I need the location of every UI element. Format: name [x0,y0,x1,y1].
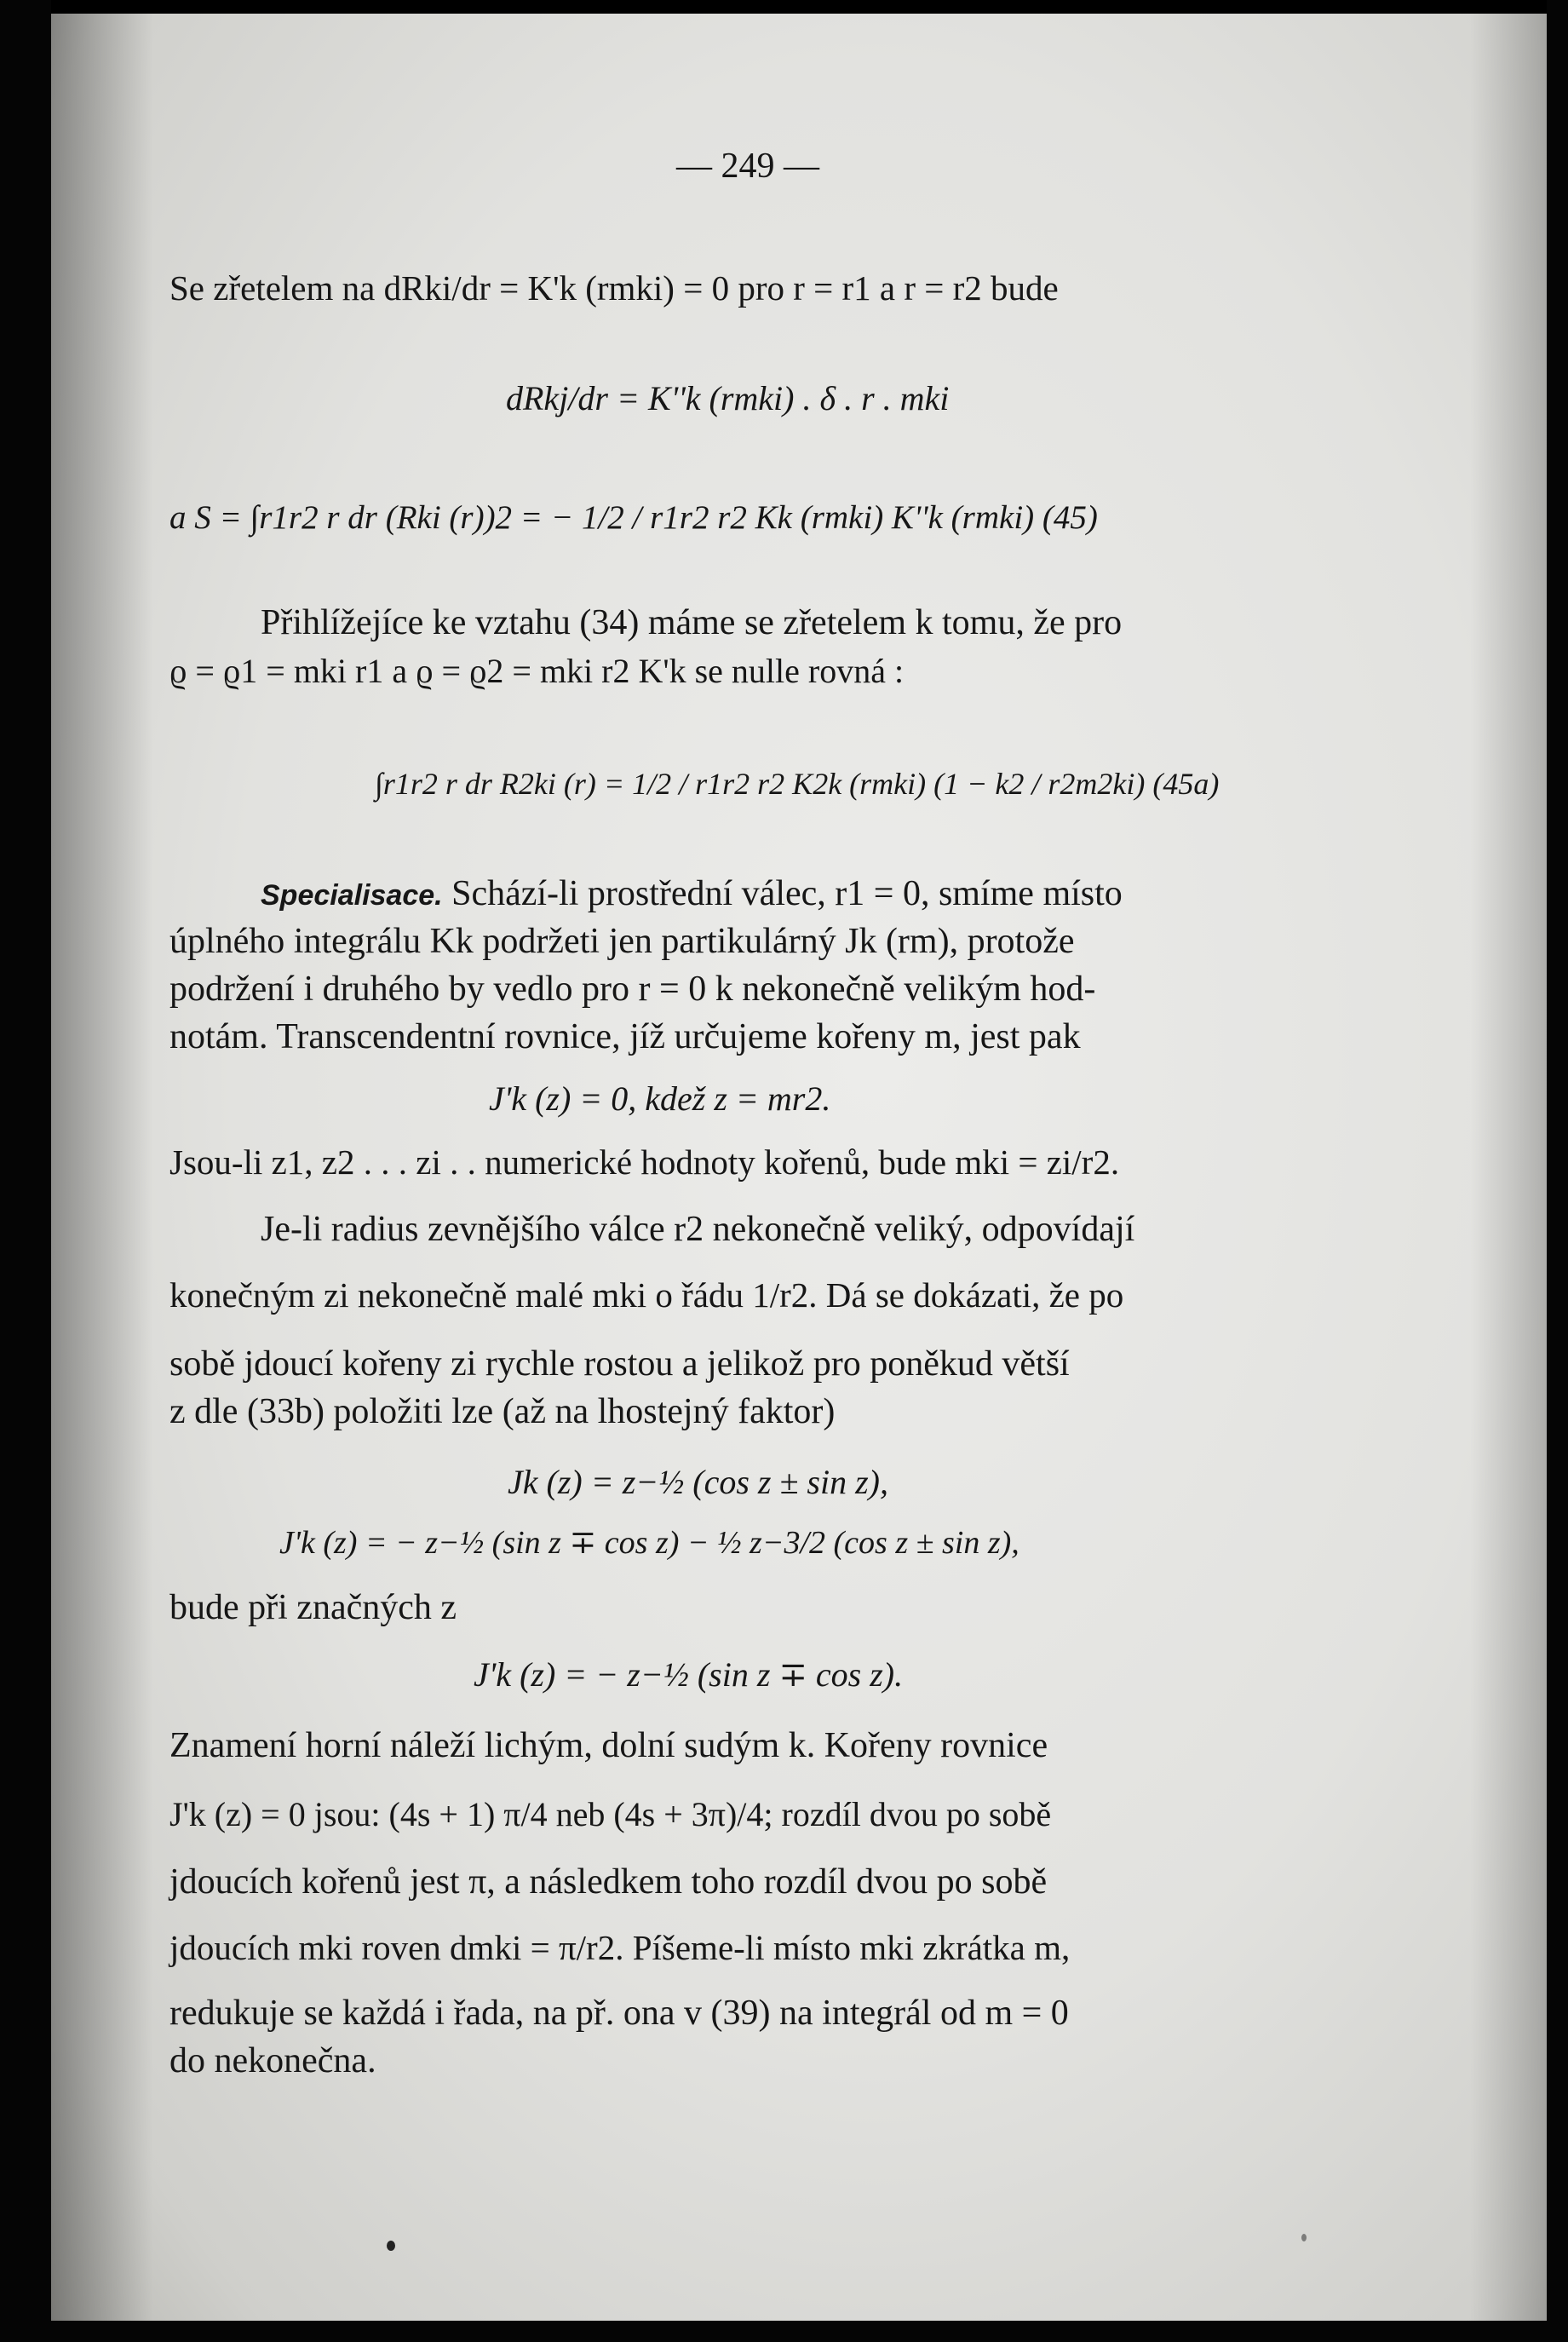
text-line-5: úplného integrálu Kk podržeti jen partikulárný Jk (rm), protože [169,922,1075,961]
text-line-7: notám. Transcendentní rovnice, jíž určujeme kořeny m, jest pak [169,1017,1081,1056]
equation-root-condition: J'k (z) = 0, kdež z = mr2. [489,1079,831,1118]
text-line-13: bude při značných z [169,1588,457,1627]
equation-45: a S = ∫r1r2 r dr (Rki (r))2 = − 1/2 / r1r2 r2 Kk (rmki) K''k (rmki) (45) [169,499,1098,536]
text-line-8: Jsou-li z1, z2 . . . zi . . numerické hodnoty kořenů, bude mki = zi/r2. [169,1142,1120,1182]
equation-derivative: dRkj/dr = K''k (rmki) . δ . r . mki [506,379,950,417]
scan-bottom-border [0,2321,1568,2342]
section-label-specialisace: Specialisace. [261,879,443,912]
text-line-12: z dle (33b) položiti lze (až na lhostejný faktor) [169,1392,836,1431]
equation-Jk-prime: J'k (z) = − z−½ (sin z ∓ cos z) − ½ z−3/2 (cos z ± sin z), [279,1525,1019,1561]
text-line-10: konečným zi nekonečně malé mki o řádu 1/r2. Dá se dokázati, že po [169,1275,1124,1315]
text-line-17: jdoucích mki roven dmki = π/r2. Píšeme-li místo mki zkrátka m, [169,1928,1071,1967]
equation-Jk: Jk (z) = z−½ (cos z ± sin z), [508,1463,888,1501]
text-line-16: jdoucích kořenů jest π, a následkem toho rozdíl dvou po sobě [169,1862,1048,1902]
text-line-11: sobě jdoucí kořeny zi rychle rostou a jelikož pro poněkud větší [169,1344,1070,1384]
text-line-14: Znamení horní náleží lichým, dolní sudým k. Kořeny rovnice [169,1726,1048,1765]
equation-45a: ∫r1r2 r dr R2ki (r) = 1/2 / r1r2 r2 K2k (rmki) (1 − k2 / r2m2ki) (45a) [375,767,1220,801]
book-page [51,14,1547,2321]
text-line-19: do nekonečna. [169,2041,376,2080]
text-line-2: Přihlížejíce ke vztahu (34) máme se zřetelem k tomu, že pro [261,603,1123,642]
page-edge-shadow [1470,14,1547,2321]
scan-speck [387,2241,395,2251]
scan-left-border [0,0,51,2342]
page-gutter-shadow [51,14,153,2321]
scan-speck [1301,2234,1307,2241]
text-line-1: Se zřetelem na dRki/dr = K'k (rmki) = 0 pro r = r1 a r = r2 bude [169,268,1059,308]
text-line-4-body: Schází-li prostřední válec, r1 = 0, smíme místo [442,874,1123,913]
text-line-4 [261,876,1123,912]
text-line-9: Je-li radius zevnějšího válce r2 nekonečně veliký, odpovídají [261,1210,1135,1249]
scan-right-border [1547,0,1568,2342]
text-line-15: J'k (z) = 0 jsou: (4s + 1) π/4 neb (4s + 3π)/4; rozdíl dvou po sobě [169,1795,1052,1833]
equation-Jk-prime-large-z: J'k (z) = − z−½ (sin z ∓ cos z). [474,1655,904,1694]
text-line-18: redukuje se každá i řada, na př. ona v (39) na integrál od m = 0 [169,1994,1069,2033]
text-line-3: ϱ = ϱ1 = mki r1 a ϱ = ϱ2 = mki r2 K'k se nulle rovná : [169,652,905,690]
text-line-6: podržení i druhého by vedlo pro r = 0 k nekonečně velikým hod- [169,970,1096,1009]
page-number: — 249 — [676,147,819,186]
